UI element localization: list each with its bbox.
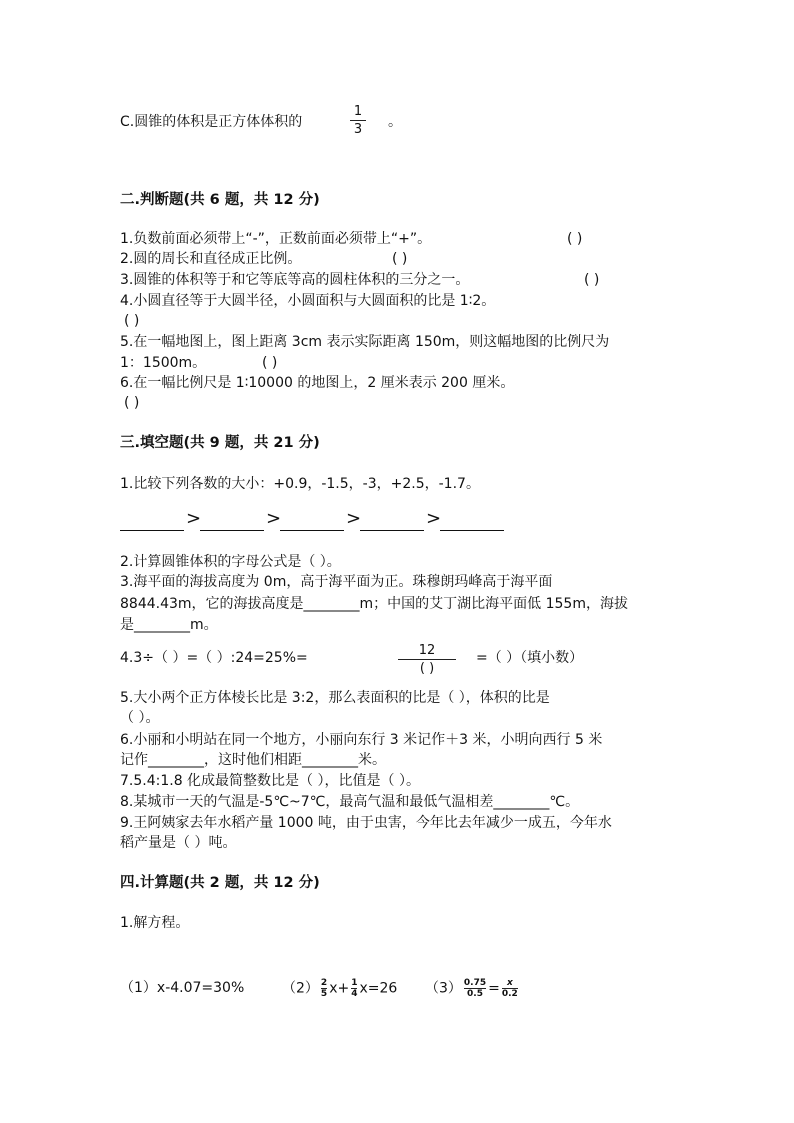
fill-question-3a: 3.海平面的海拔高度为 0m，高于海平面为正。珠穆朗玛峰高于海平面	[120, 574, 553, 590]
fill-question-6a: 6.小丽和小明站在同一个地方，小丽向东行 3 米记作＋3 米，小明向西行 5 米	[120, 732, 603, 748]
fill-question-8: 8.某城市一天的气温是-5℃~7℃，最高气温和最低气温相差________℃。	[120, 794, 580, 810]
fill-question-1: 1.比较下列各数的大小：+0.9，-1.5，-3，+2.5，-1.7。	[120, 476, 480, 492]
judge-item-3: 3.圆锥的体积等于和它等底等高的圆柱体积的三分之一。	[120, 272, 470, 288]
equation-3-fraction-2	[502, 978, 518, 999]
equation-3	[425, 978, 520, 999]
fill-question-5a: 5.大小两个正方体棱长比是 3:2，那么表面积的比是（ ），体积的比是	[120, 690, 550, 706]
section-4-heading: 四.计算题(共 2 题，共 12 分)	[120, 875, 320, 891]
equation-3-equals: =	[488, 980, 500, 997]
fraction-numerator: 1	[351, 978, 358, 988]
equation-1: （1）x-4.07=30%	[120, 980, 245, 996]
fraction-numerator: 12	[418, 643, 436, 658]
fraction-numerator: 1	[353, 104, 363, 119]
judge-answer-paren-4[interactable]: ( )	[124, 313, 140, 329]
section-3-heading: 三.填空题(共 9 题，共 21 分)	[120, 435, 320, 451]
fraction-bar	[398, 659, 456, 660]
fraction-denominator: 3	[353, 122, 363, 137]
fill-question-9b: 稻产量是（ ）吨。	[120, 835, 237, 851]
equation-2-fraction-2	[351, 978, 357, 999]
option-c-fraction	[350, 104, 366, 137]
fill-question-7: 7.5.4:1.8 化成最简整数比是（ ），比值是（ ）。	[120, 773, 420, 789]
equation-2-mid: x+	[329, 980, 350, 997]
judge-answer-paren-2[interactable]: ( )	[392, 251, 408, 267]
fill-question-4b: =（ ）（填小数）	[476, 650, 584, 666]
fill-question-2: 2.计算圆锥体积的字母公式是（ ）。	[120, 554, 341, 570]
ordering-blanks	[120, 510, 520, 532]
section-2-heading: 二.判断题(共 6 题，共 12 分)	[120, 192, 320, 208]
equation-2-fraction-1	[321, 978, 327, 999]
fill-question-3b: 8844.43m，它的海拔高度是________m；中国的艾丁湖比海平面低 155m，海拔	[120, 596, 628, 612]
q4-fraction	[398, 643, 456, 676]
judge-answer-paren-6[interactable]: ( )	[124, 395, 140, 411]
option-c-suffix: 。	[388, 114, 402, 130]
judge-item-5a: 5.在一幅地图上，图上距离 3cm 表示实际距离 150m，则这幅地图的比例尺为	[120, 334, 610, 350]
calc-question-1: 1.解方程。	[120, 915, 190, 931]
fraction-numerator: 0.75	[463, 978, 487, 988]
option-c-line	[120, 112, 302, 132]
equation-3-fraction-1	[464, 978, 486, 999]
judge-item-4: 4.小圆直径等于大圆半径，小圆面积与大圆面积的比是 1∶2。	[120, 293, 496, 309]
fraction-numerator: 2	[320, 978, 328, 988]
greater-than-sign: >	[186, 508, 202, 529]
greater-than-sign: >	[426, 508, 442, 529]
fill-question-3c: 是________m。	[120, 617, 218, 633]
order-blank-2[interactable]	[200, 510, 264, 531]
judge-item-6: 6.在一幅比例尺是 1∶10000 的地图上，2 厘米表示 200 厘米。	[120, 375, 515, 391]
fraction-denominator: 5	[320, 989, 328, 999]
fill-question-9a: 9.王阿姨家去年水稻产量 1000 吨，由于虫害，今年比去年减少一成五，今年水	[120, 815, 612, 831]
fraction-denominator: 0.5	[467, 989, 483, 999]
fraction-numerator: x	[506, 978, 513, 988]
fraction-denominator: 4	[351, 989, 358, 999]
fill-question-5b: （ ）。	[120, 710, 160, 726]
judge-answer-paren-1[interactable]: ( )	[567, 231, 583, 247]
fraction-bar	[350, 120, 366, 121]
order-blank-1[interactable]	[120, 510, 184, 531]
judge-answer-paren-5[interactable]: ( )	[262, 355, 278, 371]
equation-2-suffix: x=26	[359, 980, 398, 997]
equation-2	[282, 978, 397, 999]
judge-item-1: 1.负数前面必须带上“-”，正数前面必须带上“+”。	[120, 231, 432, 247]
equation-2-prefix: （2）	[282, 980, 319, 997]
order-blank-3[interactable]	[280, 510, 344, 531]
fraction-denominator: 0.2	[501, 989, 518, 999]
order-blank-5[interactable]	[440, 510, 504, 531]
fraction-denominator: ( )	[419, 661, 435, 676]
judge-item-5b: 1：1500m。	[120, 355, 207, 371]
option-c-prefix: C.圆锥的体积是正方体体积的	[120, 114, 303, 130]
fill-question-4a: 4.3÷（ ）=（ ）:24=25%=	[120, 650, 308, 666]
order-blank-4[interactable]	[360, 510, 424, 531]
greater-than-sign: >	[346, 508, 362, 529]
fill-question-6b: 记作________，这时他们相距________米。	[120, 752, 386, 768]
greater-than-sign: >	[266, 508, 282, 529]
judge-answer-paren-3[interactable]: ( )	[584, 272, 600, 288]
judge-item-2: 2.圆的周长和直径成正比例。	[120, 251, 302, 267]
equation-3-prefix: （3）	[425, 980, 462, 997]
